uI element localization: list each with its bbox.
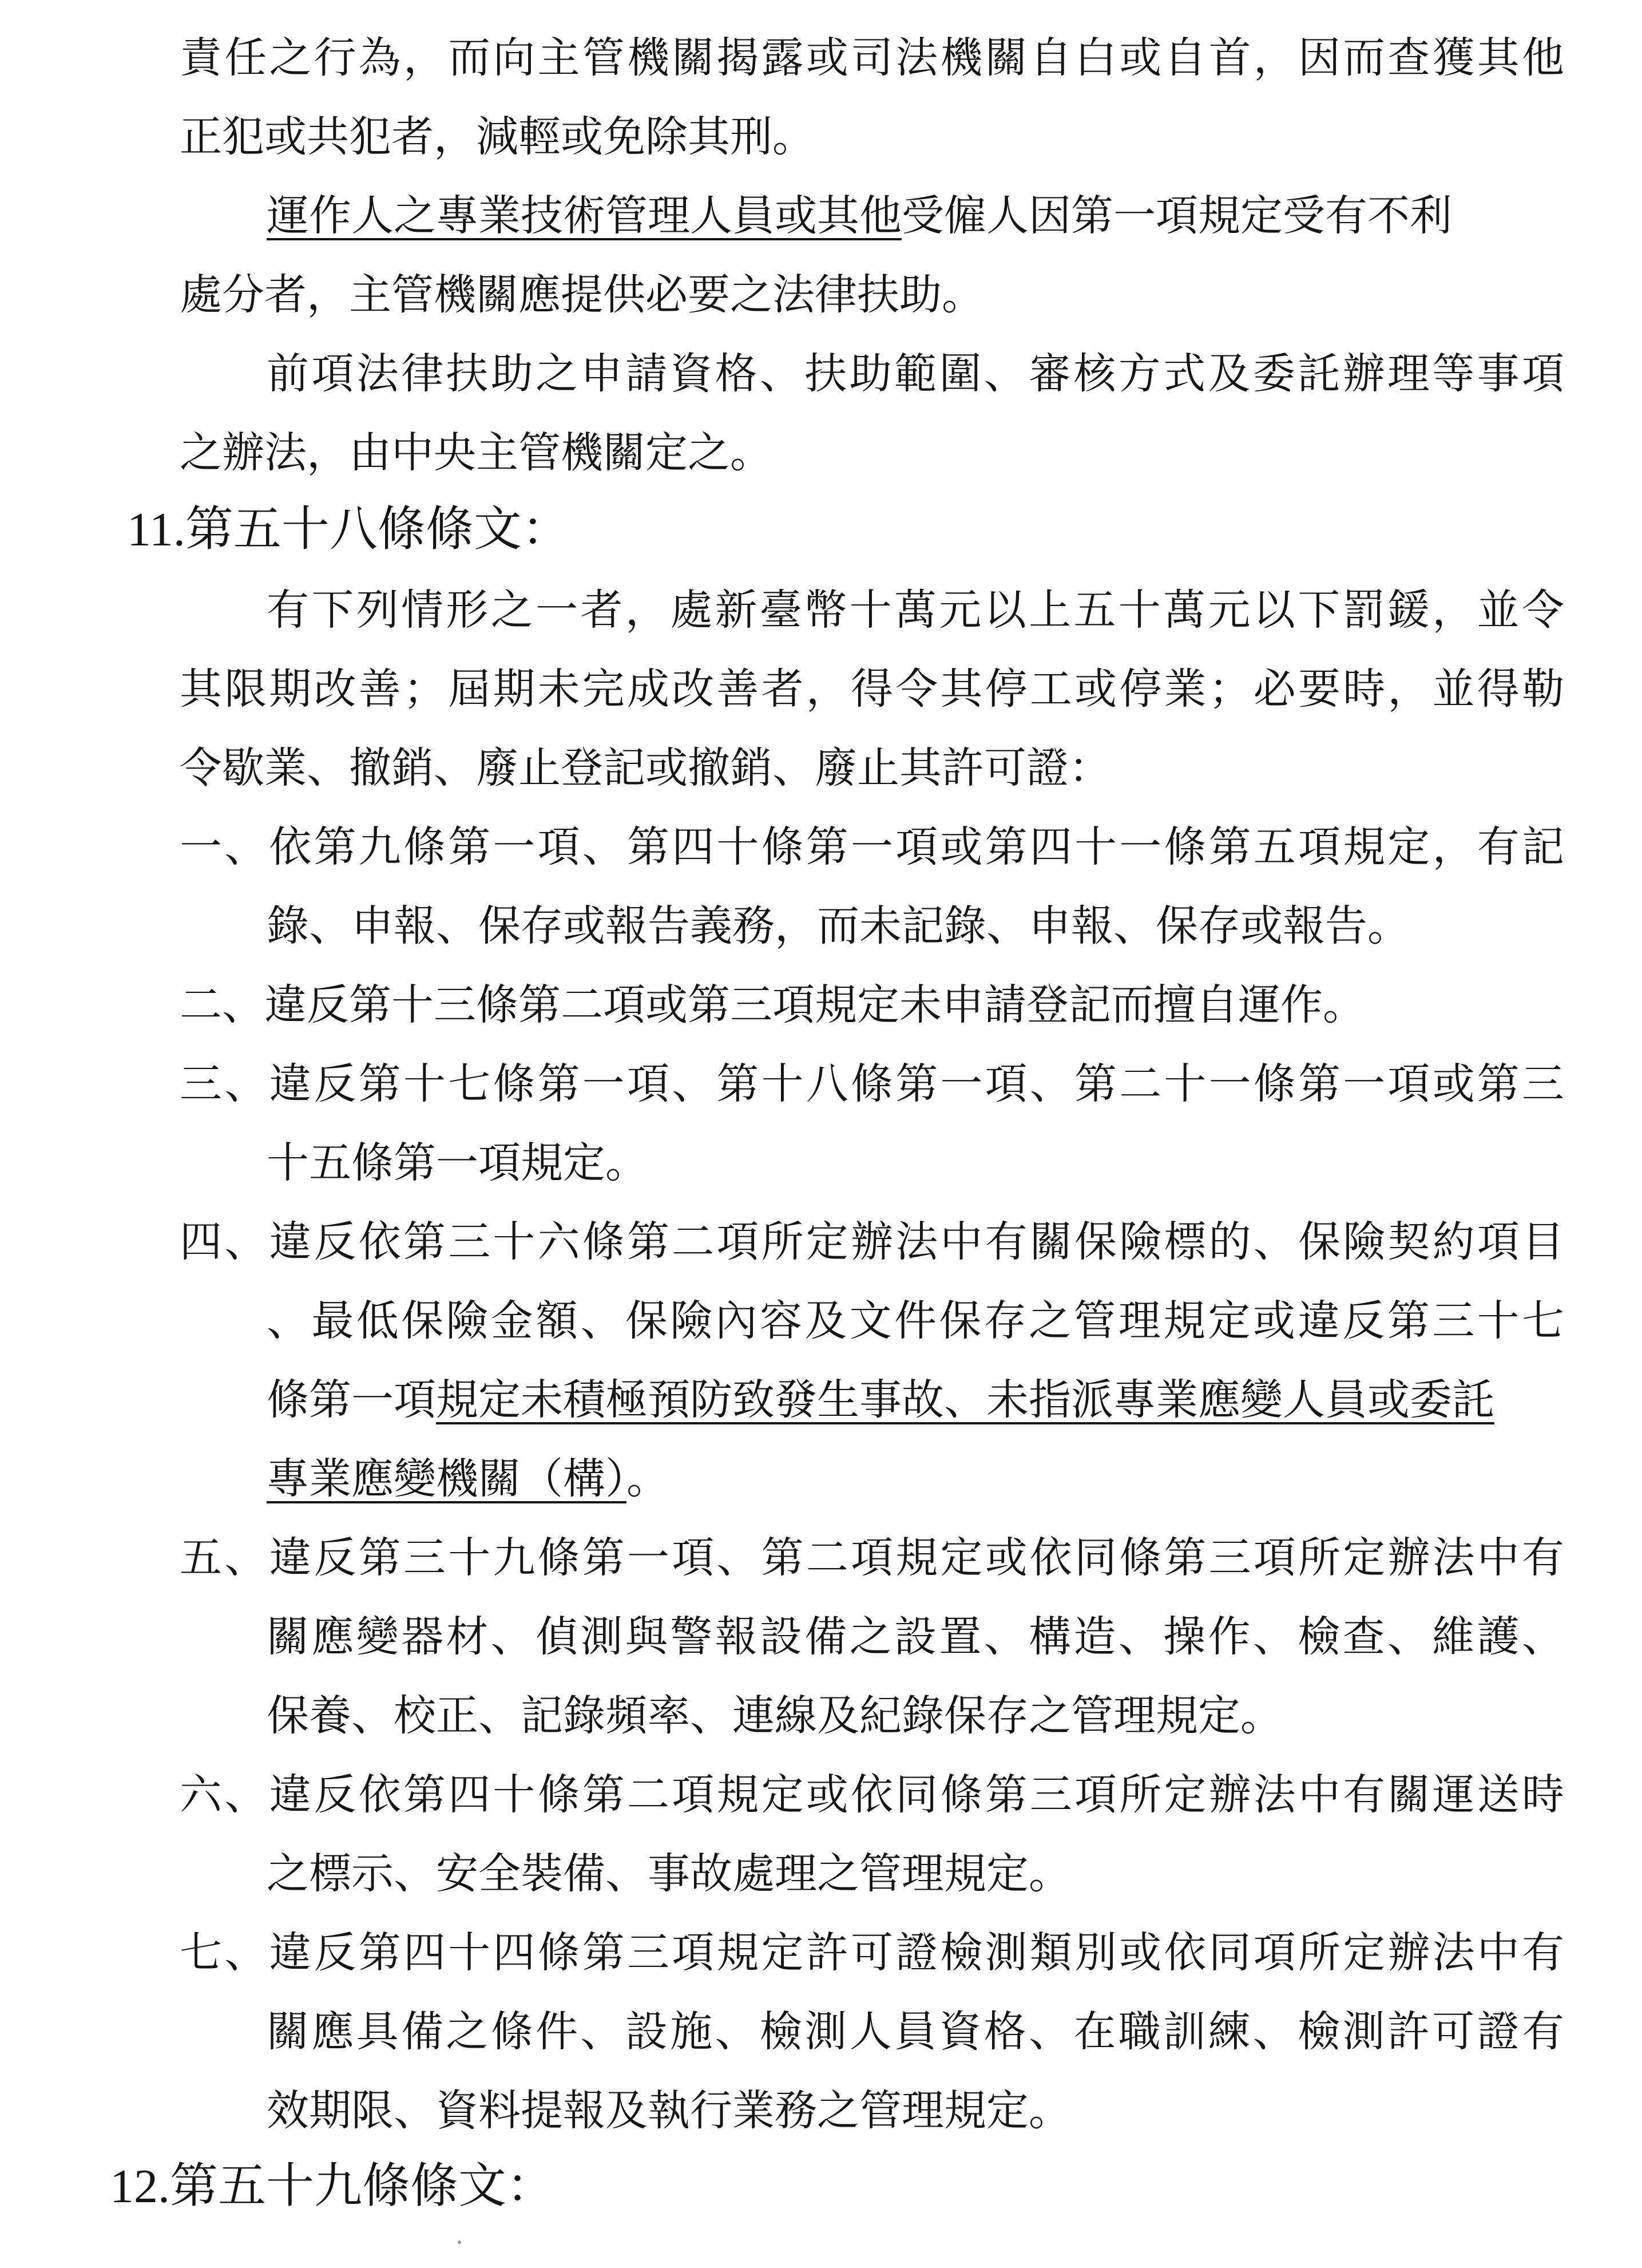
list-item: 二、違反第十三條第二項或第三項規定未申請登記而擅自運作。 (180, 980, 1365, 1030)
body-line: 正犯或共犯者，減輕或免除其刑。 (180, 112, 815, 161)
article-heading: 11.第五十八條條文： (127, 503, 570, 556)
text-run: 。 (626, 1454, 669, 1503)
list-item-continuation: 十五條第一項規定。 (267, 1138, 648, 1188)
list-item-continuation: 保養、校正、記錄頻率、連線及紀錄保存之管理規定。 (267, 1691, 1283, 1740)
list-item-continuation: 關應變器材、偵測與警報設備之設置、構造、操作、檢查、維護、 (267, 1612, 1564, 1661)
list-item-continuation: 、最低保險金額、保險內容及文件保存之管理規定或違反第三十七 (267, 1296, 1564, 1345)
list-item-continuation (267, 1452, 669, 1505)
list-item-continuation: 錄、申報、保存或報告義務，而未記錄、申報、保存或報告。 (267, 901, 1410, 951)
list-item: 四、違反依第三十六條第二項所定辦法中有關保險標的、保險契約項目 (180, 1217, 1564, 1266)
list-item: 三、違反第十七條第一項、第十八條第一項、第二十一條第一項或第三 (180, 1059, 1564, 1109)
list-item-continuation: 關應具備之條件、設施、檢測人員資格、在職訓練、檢測許可證有 (267, 2007, 1564, 2056)
text-run: 受僱人因第一項規定受有不利 (902, 191, 1452, 240)
text-run: 條第一項 (267, 1375, 436, 1424)
body-line: 令歇業、撤銷、廢止登記或撤銷、廢止其許可證： (180, 743, 1111, 793)
list-item-continuation: 效期限、資料提報及執行業務之管理規定。 (267, 2086, 1071, 2135)
list-item: 七、違反第四十四條第三項規定許可證檢測類別或依同項所定辦法中有 (180, 1928, 1564, 1977)
body-line (267, 189, 1565, 242)
body-line: 前項法律扶助之申請資格、扶助範圍、審核方式及委託辦理等事項 (267, 349, 1564, 398)
underlined-amendment: 規定未積極預防致發生事故、未指派專業應變人員或委託 (436, 1375, 1494, 1424)
body-line: 處分者，主管機關應提供必要之法律扶助。 (180, 270, 984, 319)
scan-speck (458, 2241, 461, 2244)
list-item-continuation: 之標示、安全裝備、事故處理之管理規定。 (267, 1849, 1071, 1898)
body-line: 有下列情形之一者，處新臺幣十萬元以上五十萬元以下罰鍰，並令 (267, 585, 1564, 635)
body-line: 責任之行為，而向主管機關揭露或司法機關自白或自首，因而查獲其他 (180, 33, 1564, 82)
list-item: 五、違反第三十九條第一項、第二項規定或依同條第三項所定辦法中有 (180, 1533, 1564, 1582)
underlined-amendment: 專業應變機關（構） (267, 1454, 626, 1503)
body-line: 其限期改善；屆期未完成改善者，得令其停工或停業；必要時，並得勒 (180, 664, 1564, 714)
body-line: 之辦法，由中央主管機關定之。 (180, 428, 772, 477)
article-heading: 12.第五十九條條文： (110, 2160, 555, 2213)
list-item: 六、違反依第四十條第二項規定或依同條第三項所定辦法中有關運送時 (180, 1770, 1564, 1819)
underlined-amendment: 運作人之專業技術管理人員或其他 (267, 191, 902, 240)
list-item-continuation (267, 1374, 1565, 1426)
list-item: 一、依第九條第一項、第四十條第一項或第四十一條第五項規定，有記 (180, 822, 1564, 872)
